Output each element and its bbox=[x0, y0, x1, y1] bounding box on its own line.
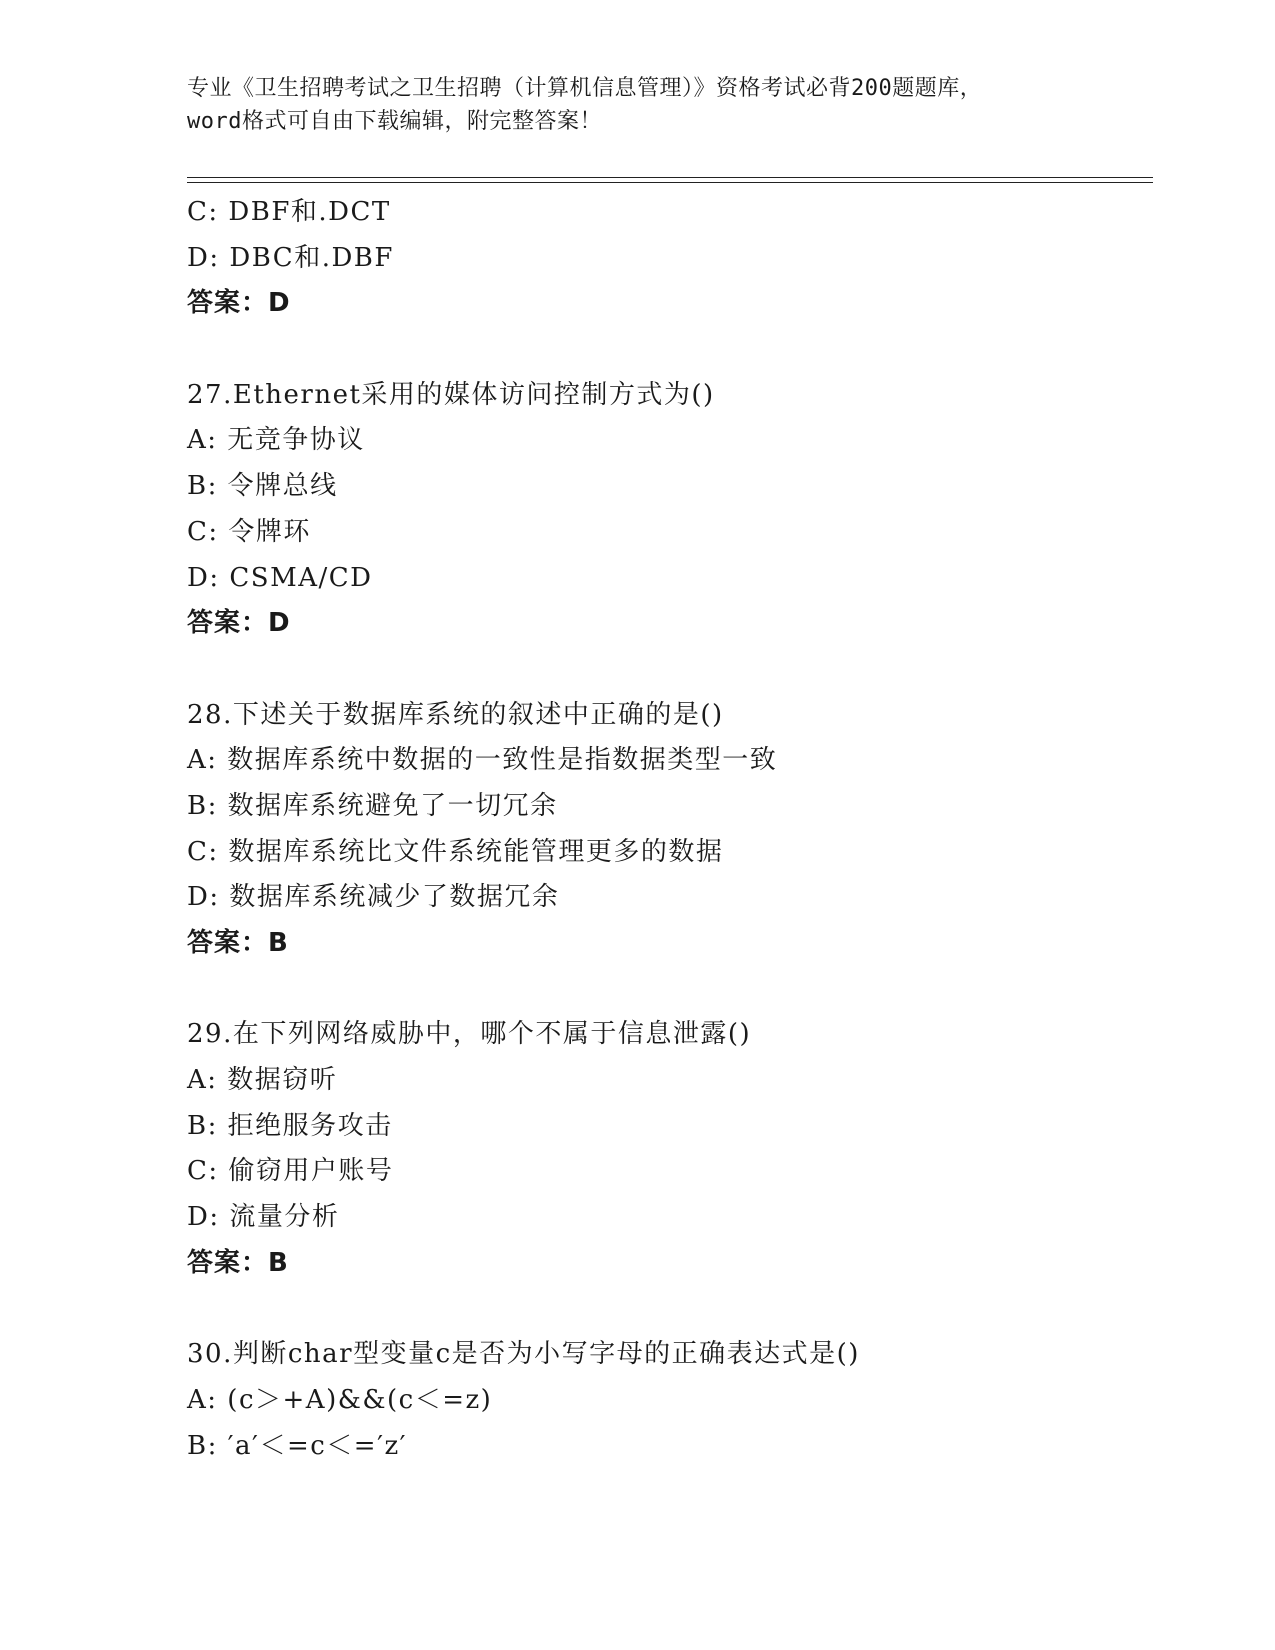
option-c: C: 偷窃用户账号 bbox=[187, 1156, 394, 1187]
answer-line: 答案：D bbox=[187, 608, 291, 639]
spacer bbox=[187, 647, 1167, 693]
answer-line: 答案：B bbox=[187, 928, 289, 958]
question-stem: 28.下述关于数据库系统的叙述中正确的是() bbox=[187, 699, 724, 730]
spacer bbox=[187, 967, 1167, 1013]
header-title-line-2: word格式可自由下载编辑，附完整答案！ bbox=[187, 109, 602, 134]
option-c: C: DBF和.DCT bbox=[187, 197, 391, 227]
answer-line: 答案：D bbox=[187, 288, 291, 319]
question-28 bbox=[187, 693, 1167, 967]
spacer bbox=[187, 327, 1167, 373]
question-27 bbox=[187, 373, 1167, 647]
option-c: C: 数据库系统比文件系统能管理更多的数据 bbox=[187, 836, 724, 867]
spacer bbox=[187, 1287, 1167, 1333]
option-d: D: CSMA/CD bbox=[187, 562, 373, 593]
question-26-continued bbox=[187, 190, 1167, 327]
header-divider-bottom bbox=[187, 182, 1153, 183]
document-header bbox=[187, 72, 1087, 138]
option-a: A: (c＞+A)&&(c＜=z) bbox=[187, 1384, 493, 1415]
option-a: A: 数据窃听 bbox=[187, 1065, 338, 1096]
option-a: A: 数据库系统中数据的一致性是指数据类型一致 bbox=[187, 745, 778, 776]
question-stem: 29.在下列网络威胁中，哪个不属于信息泄露() bbox=[187, 1019, 752, 1050]
option-a: A: 无竞争协议 bbox=[187, 425, 365, 456]
option-c: C: 令牌环 bbox=[187, 516, 311, 547]
question-30 bbox=[187, 1332, 1167, 1469]
option-d: D: 数据库系统减少了数据冗余 bbox=[187, 882, 560, 913]
question-stem: 27.Ethernet采用的媒体访问控制方式为() bbox=[187, 379, 715, 410]
option-d: D: DBC和.DBF bbox=[187, 242, 394, 273]
question-29 bbox=[187, 1012, 1167, 1286]
question-stem: 30.判断char型变量c是否为小写字母的正确表达式是() bbox=[187, 1339, 860, 1370]
answer-line: 答案：B bbox=[187, 1247, 289, 1278]
option-b: B: ′a′＜=c＜=′z′ bbox=[187, 1430, 408, 1461]
option-b: B: 数据库系统避免了一切冗余 bbox=[187, 790, 558, 821]
header-title-line-1: 专业《卫生招聘考试之卫生招聘（计算机信息管理）》资格考试必背200题题库， bbox=[187, 76, 983, 101]
option-b: B: 令牌总线 bbox=[187, 471, 338, 502]
header-divider-top bbox=[187, 177, 1153, 178]
question-list bbox=[187, 190, 1167, 1469]
option-b: B: 拒绝服务攻击 bbox=[187, 1110, 393, 1141]
option-d: D: 流量分析 bbox=[187, 1202, 340, 1233]
